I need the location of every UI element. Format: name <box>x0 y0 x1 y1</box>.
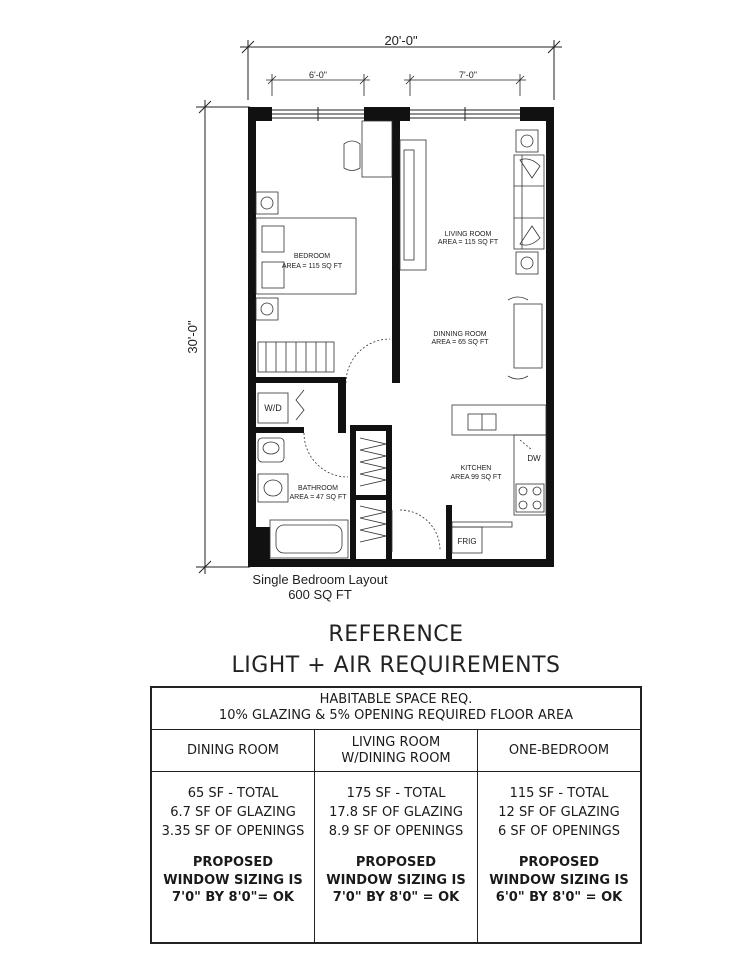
dining-room-area: AREA = 65 SQ FT <box>431 339 489 346</box>
bathroom-area: AREA = 47 SQ FT <box>289 494 347 501</box>
dining-table <box>508 297 542 379</box>
total-area: 65 SF - TOTAL <box>187 786 279 801</box>
total-area: 175 SF - TOTAL <box>346 786 446 801</box>
plan-caption-title: Single Bedroom Layout <box>252 572 388 587</box>
dimension-overall-depth <box>196 100 250 574</box>
proposed-label: PROPOSED <box>518 855 600 870</box>
glazing-area: 6.7 SF OF GLAZING <box>170 805 296 820</box>
column-body <box>315 772 477 906</box>
washer-dryer-label: W/D <box>264 403 282 413</box>
column-body <box>478 772 640 906</box>
kitchen-area: AREA 99 SQ FT <box>450 474 502 481</box>
dimension-overall-width <box>240 40 562 100</box>
column-name-line2: W/DINING ROOM <box>341 750 451 766</box>
column-dining-room <box>152 730 315 942</box>
window-sizing-line2: 7'0" BY 8'0"= OK <box>172 890 294 905</box>
living-window-label: 7'-0" <box>459 70 477 80</box>
fridge-label: FRIG <box>457 537 477 546</box>
column-name: ONE-BEDROOM <box>508 742 610 758</box>
openings-area: 3.35 SF OF OPENINGS <box>161 824 305 839</box>
glazing-area: 17.8 SF OF GLAZING <box>329 805 463 820</box>
proposed-label: PROPOSED <box>192 855 274 870</box>
column-heading <box>478 730 640 772</box>
table-header-title: HABITABLE SPACE REQ. <box>319 692 473 707</box>
overall-depth-label: 30'-0" <box>185 320 200 354</box>
dining-room-name: DINNING ROOM <box>433 331 487 338</box>
bedroom-window-label: 6'-0" <box>309 70 327 80</box>
window-sizing-line1: WINDOW SIZING IS <box>326 873 466 888</box>
bedroom-area: AREA = 115 SQ FT <box>281 263 343 270</box>
column-living-room <box>315 730 478 942</box>
plan-caption-area: 600 SQ FT <box>288 587 352 602</box>
table-header <box>152 688 640 730</box>
openings-area: 8.9 SF OF OPENINGS <box>328 824 464 839</box>
reference-title: REFERENCE <box>328 622 464 647</box>
proposed-label: PROPOSED <box>355 855 437 870</box>
column-heading <box>315 730 477 772</box>
table-header-subtitle: 10% GLAZING & 5% OPENING REQUIRED FLOOR AREA <box>218 708 574 723</box>
total-area: 115 SF - TOTAL <box>509 786 609 801</box>
plan-caption <box>210 572 430 602</box>
bedroom-name: BEDROOM <box>293 253 331 260</box>
column-name: DINING ROOM <box>186 742 280 758</box>
column-heading <box>152 730 314 772</box>
glazing-area: 12 SF OF GLAZING <box>498 805 620 820</box>
window-sizing-line2: 6'0" BY 8'0" = OK <box>495 890 623 905</box>
kitchen-name: KITCHEN <box>460 465 492 472</box>
column-body <box>152 772 314 906</box>
window-sizing-line2: 7'0" BY 8'0" = OK <box>332 890 460 905</box>
window-sizing-line1: WINDOW SIZING IS <box>163 873 303 888</box>
reference-subtitle: LIGHT + AIR REQUIREMENTS <box>231 653 561 678</box>
requirements-table <box>150 686 642 944</box>
living-room-area: AREA = 115 SQ FT <box>437 239 499 246</box>
living-room-name: LIVING ROOM <box>444 231 492 238</box>
bedroom-furniture <box>256 121 392 383</box>
window-sizing-line1: WINDOW SIZING IS <box>489 873 629 888</box>
column-one-bedroom <box>478 730 640 942</box>
bathroom-name: BATHROOM <box>298 485 338 492</box>
openings-area: 6 SF OF OPENINGS <box>497 824 620 839</box>
living-room-furniture <box>400 130 544 274</box>
column-name: LIVING ROOM <box>351 734 441 750</box>
dishwasher-label: DW <box>527 454 541 463</box>
overall-width-label: 20'-0" <box>384 33 418 48</box>
